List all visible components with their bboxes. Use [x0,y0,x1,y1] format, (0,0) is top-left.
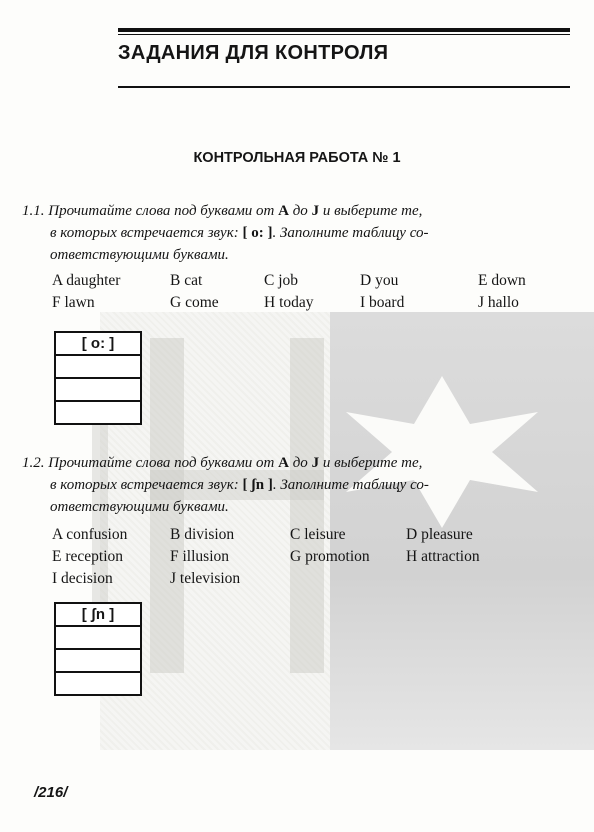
option-item: G come [170,294,219,311]
option-item: I board [360,294,405,311]
option-item: F lawn [52,294,95,311]
table-header: [ ʃn ] [55,603,141,626]
option-item: B division [170,526,235,543]
instruction-text: ответствующими буквами. [50,247,229,263]
instruction-text: и выберите те, [319,203,423,219]
option-item: E reception [52,548,124,565]
option-item: J television [170,570,241,587]
header-rule-top-thin [118,34,570,35]
letter-from: A [278,203,289,219]
task-2-instruction [22,452,570,518]
instruction-text: Прочитайте слова под буквами от [48,455,279,471]
option-item: A confusion [52,526,128,543]
option-item: E down [478,272,526,289]
instruction-text: до [288,455,312,471]
option-item: J hallo [478,294,519,311]
table-header: [ o: ] [55,332,141,355]
work-title: КОНТРОЛЬНАЯ РАБОТА № 1 [193,150,401,166]
answer-cell[interactable] [55,649,141,672]
option-item: C leisure [290,526,346,543]
instruction-text: и выберите те, [319,455,423,471]
instruction-text: до [288,203,312,219]
option-item: H today [264,294,314,311]
header-rule-top [118,28,570,32]
option-item: G promotion [290,548,370,565]
option-item: D you [360,272,399,289]
answer-cell[interactable] [55,672,141,695]
task-number: 1.2. [22,455,45,471]
answer-table [54,331,142,425]
instruction-text: в которых встречается звук: [50,225,243,241]
instruction-text: . Заполните таблицу со- [272,225,429,241]
answer-cell[interactable] [55,626,141,649]
letter-to: J [311,203,320,219]
sound-symbol: [ ʃn ] [242,477,273,493]
answer-cell[interactable] [55,401,141,424]
option-item: D pleasure [406,526,473,543]
answer-cell[interactable] [55,355,141,378]
section-title: ЗАДАНИЯ ДЛЯ КОНТРОЛЯ [118,42,389,64]
option-item: C job [264,272,299,289]
instruction-text: Прочитайте слова под буквами от [48,203,279,219]
answer-cell[interactable] [55,378,141,401]
option-item: A daughter [52,272,121,289]
option-item: I decision [52,570,113,587]
page-number: /216/ [34,784,68,801]
task-1-instruction [22,200,570,266]
header-rule-bottom [118,86,570,88]
answer-table [54,602,142,696]
instruction-text: ответствующими буквами. [50,499,229,515]
option-item: B cat [170,272,203,289]
instruction-text: в которых встречается звук: [50,477,243,493]
option-item: F illusion [170,548,230,565]
sound-symbol: [ o: ] [242,225,273,241]
letter-from: A [278,455,289,471]
option-item: H attraction [406,548,480,565]
letter-to: J [311,455,320,471]
task-number: 1.1. [22,203,45,219]
instruction-text: . Заполните таблицу со- [272,477,429,493]
